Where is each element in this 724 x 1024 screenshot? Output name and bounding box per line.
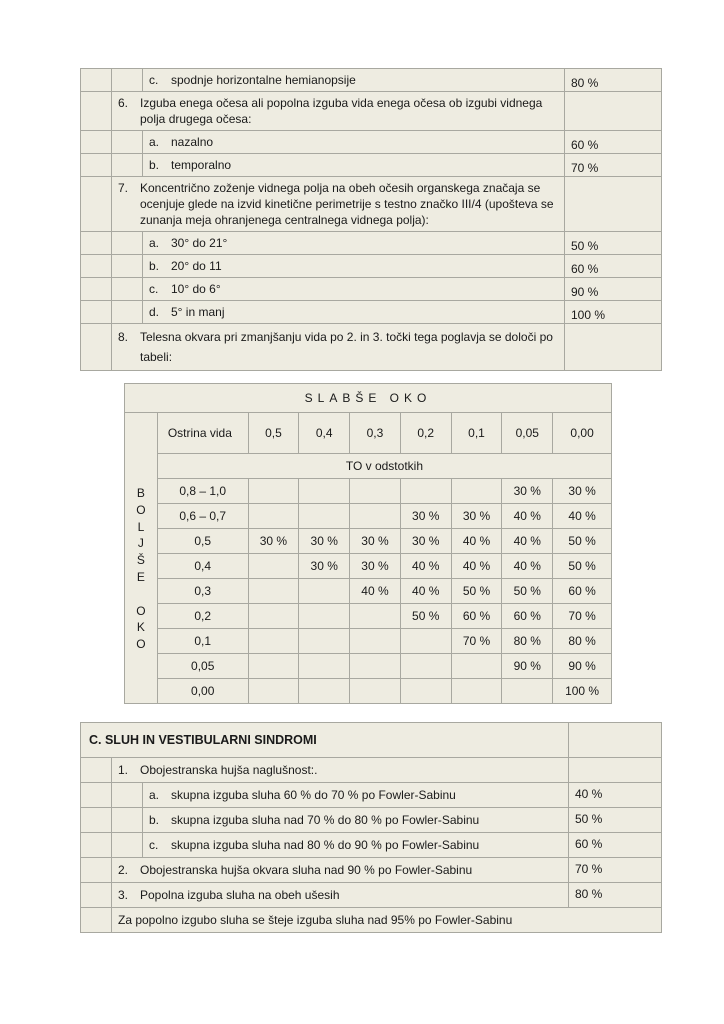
table-row (81, 131, 662, 154)
item-number: 1. (118, 763, 129, 777)
percentage-value: 90 % (565, 278, 662, 301)
column-header: 0,05 (502, 413, 553, 454)
item-letter: b. (149, 813, 160, 827)
item-text: skupna izguba sluha nad 80 % do 90 % po Fowler-Sabinu (171, 838, 480, 852)
item-text: Koncentrično zoženje vidnega polja na obeh očesih organskega značaja se ocenjuje glede na izvid kinetične perimetrije s testno značko III/4 (upošteva se zunanja meja ohranjenega centralnega vidnega polja): (140, 181, 554, 227)
table-row (81, 278, 662, 301)
column-header: 0,00 (553, 413, 612, 454)
item-text: spodnje horizontalne hemianopsije (171, 73, 356, 87)
percentage-value: 70 % (569, 858, 662, 883)
table-row (81, 92, 662, 131)
column-header: 0,3 (350, 413, 401, 454)
item-letter: c. (149, 838, 159, 852)
column-header: 0,4 (299, 413, 350, 454)
item-number: 2. (118, 863, 129, 877)
item-text: 30° do 21° (171, 236, 228, 250)
table-row: 0,4 30 % 30 % 40 % 40 % 40 % 50 % (125, 554, 612, 579)
table-row: 0,2 50 % 60 % 60 % 70 % (125, 604, 612, 629)
item-text: Obojestranska hujša naglušnost:. (140, 763, 318, 777)
table-row (81, 324, 662, 371)
item-letter: c. (149, 73, 159, 87)
table-row: 0,6 – 0,7 30 % 30 % 40 % 40 % (125, 504, 612, 529)
item-text: temporalno (171, 158, 232, 172)
table-row: 0,00 100 % (125, 679, 612, 704)
item-text: Telesna okvara pri zmanjšanju vida po 2. in 3. točki tega poglavja se določi po tabeli: (140, 330, 553, 364)
column-header: 0,5 (248, 413, 299, 454)
table-row (81, 883, 662, 908)
percentage-value: 100 % (565, 301, 662, 324)
table-row (81, 177, 662, 232)
table-row: 0,3 40 % 40 % 50 % 50 % 60 % (125, 579, 612, 604)
percentage-value: 80 % (569, 883, 662, 908)
item-text: 20° do 11 (171, 259, 222, 273)
item-text: Popolna izguba sluha na obeh ušesih (140, 888, 340, 902)
row-header: 0,4 (157, 554, 248, 579)
item-letter: a. (149, 236, 160, 250)
percentage-value: 60 % (565, 255, 662, 278)
hearing-criteria-table (80, 722, 662, 933)
item-text: Izguba enega očesa ali popolna izguba vida enega očesa ob izgubi vidnega polja drugega očesa: (140, 96, 543, 126)
percentage-value: 80 % (565, 69, 662, 92)
item-number: 7. (118, 181, 129, 195)
column-header: 0,2 (400, 413, 451, 454)
item-text: 10° do 6° (171, 282, 221, 296)
row-header: 0,8 – 1,0 (157, 479, 248, 504)
table-row (81, 808, 662, 833)
percentage-value: 50 % (569, 808, 662, 833)
item-text: skupna izguba sluha 60 % do 70 % po Fowler-Sabinu (171, 788, 456, 802)
table-row (81, 154, 662, 177)
percentage-value: 60 % (565, 131, 662, 154)
item-number: 3. (118, 888, 129, 902)
table-row (81, 908, 662, 933)
row-header: 0,00 (157, 679, 248, 704)
row-header: 0,6 – 0,7 (157, 504, 248, 529)
matrix-subheader: TO v odstotkih (157, 454, 611, 479)
item-letter: d. (149, 305, 160, 319)
table-row (81, 783, 662, 808)
table-row (81, 758, 662, 783)
item-text: 5° in manj (171, 305, 225, 319)
row-header: 0,05 (157, 654, 248, 679)
table-row: 0,8 – 1,0 30 % 30 % (125, 479, 612, 504)
row-header: 0,5 (157, 529, 248, 554)
table-row: 0,5 30 % 30 % 30 % 30 % 40 % 40 % 50 % (125, 529, 612, 554)
row-header: 0,2 (157, 604, 248, 629)
section-heading: C. SLUH IN VESTIBULARNI SINDROMI (81, 723, 569, 758)
table-row (81, 255, 662, 278)
item-letter: b. (149, 259, 160, 273)
percentage-value: 50 % (565, 232, 662, 255)
item-letter: a. (149, 788, 160, 802)
better-eye-label: B O L J Š E O K O (125, 413, 158, 704)
row-header: 0,3 (157, 579, 248, 604)
column-header: 0,1 (451, 413, 502, 454)
acuity-header: Ostrina vida (157, 413, 248, 454)
table-row (81, 833, 662, 858)
item-text: nazalno (171, 135, 214, 149)
item-number: 8. (118, 330, 129, 344)
visual-acuity-matrix (124, 383, 612, 704)
table-row: 0,05 90 % 90 % (125, 654, 612, 679)
table-row (81, 858, 662, 883)
percentage-value: 60 % (569, 833, 662, 858)
percentage-value: 70 % (565, 154, 662, 177)
percentage-value: 40 % (569, 783, 662, 808)
table-row (81, 69, 662, 92)
matrix-title: SLABŠE OKO (125, 384, 612, 413)
footnote-text: Za popolno izgubo sluha se šteje izguba sluha nad 95% po Fowler-Sabinu (112, 908, 662, 933)
table-row (81, 301, 662, 324)
item-number: 6. (118, 96, 129, 110)
table-row: 0,1 70 % 80 % 80 % (125, 629, 612, 654)
table-row (81, 232, 662, 255)
item-letter: c. (149, 282, 159, 296)
item-text: skupna izguba sluha nad 70 % do 80 % po Fowler-Sabinu (171, 813, 480, 827)
vision-criteria-table (80, 68, 662, 371)
row-header: 0,1 (157, 629, 248, 654)
item-letter: b. (149, 158, 160, 172)
item-letter: a. (149, 135, 160, 149)
item-text: Obojestranska hujša okvara sluha nad 90 % po Fowler-Sabinu (140, 863, 473, 877)
